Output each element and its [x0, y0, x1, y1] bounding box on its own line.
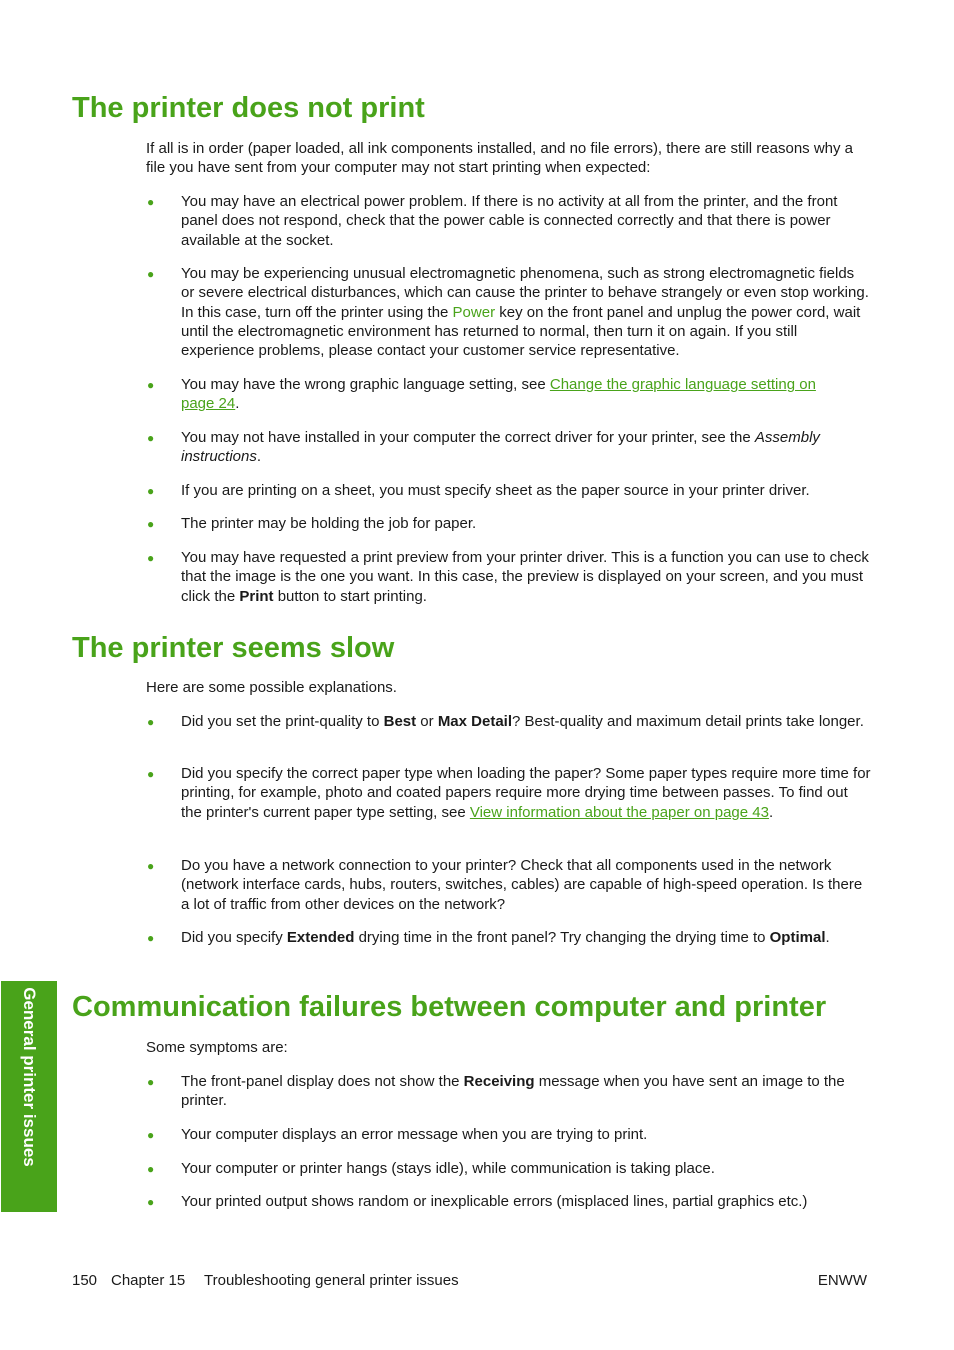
- intro-paragraph: If all is in order (paper loaded, all ink components installed, and no file errors), there are still reasons why a file you have sent from your computer may not start printing when expected:: [146, 140, 854, 177]
- bullet-icon: ●: [147, 517, 155, 531]
- list-item: Your printed output shows random or inexplicable errors (misplaced lines, partial graphics etc.): [181, 1193, 808, 1210]
- bullet-icon: ●: [147, 378, 155, 392]
- power-key-name: Power: [452, 303, 496, 321]
- list-item: Do you have a network connection to your printer? Check that all components used in the network (network interface cards, hubs, routers, switches, cables) are capable of high-speed operation. Is there a lot of traffic from other devices on the network?: [181, 857, 863, 913]
- bullet-icon: ●: [147, 1128, 155, 1142]
- bullet-icon: ●: [147, 1075, 155, 1089]
- bullet-icon: ●: [147, 195, 155, 209]
- bullet-icon: ●: [147, 484, 155, 498]
- heading-printer-seems-slow: The printer seems slow: [72, 632, 395, 664]
- intro-paragraph: Here are some possible explanations.: [146, 679, 397, 696]
- bullet-icon: ●: [147, 431, 155, 445]
- footer-chapter-title: Troubleshooting general printer issues: [204, 1272, 459, 1289]
- bullet-icon: ●: [147, 267, 155, 281]
- list-item: Did you specify the correct paper type when loading the paper? Some paper types require more time for printing, for example, photo and coated papers require more drying time between passes. To find out the printer's current paper type setting, see View information about the paper on page 43.: [181, 765, 871, 821]
- list-item: Did you specify Extended drying time in the front panel? Try changing the drying time to Optimal.: [181, 929, 830, 946]
- list-item: If you are printing on a sheet, you must specify sheet as the paper source in your printer driver.: [181, 482, 810, 499]
- list-item: The front-panel display does not show the Receiving message when you have sent an image to the printer.: [181, 1073, 845, 1110]
- intro-paragraph: Some symptoms are:: [146, 1039, 288, 1056]
- heading-printer-does-not-print: The printer does not print: [72, 92, 425, 124]
- bullet-icon: ●: [147, 767, 155, 781]
- bullet-icon: ●: [147, 931, 155, 945]
- footer-page-number: 150: [72, 1272, 98, 1289]
- footer-chapter: Chapter 15: [111, 1272, 186, 1289]
- list-item: Your computer displays an error message when you are trying to print.: [181, 1126, 648, 1143]
- list-item: You may be experiencing unusual electromagnetic phenomena, such as strong electromagnetic fields or severe electrical disturbances, which can cause the printer to behave strangely or even stop working. In this case, turn off the printer using the Power key on the front panel and unplug the power cord, wait until the electromagnetic environment has returned to normal, then turn it on again. If you still experience problems, please contact your customer service representative.: [181, 265, 869, 360]
- list-item: You may have requested a print preview from your printer driver. This is a function you can use to check that the image is the one you want. In this case, the preview is displayed on your screen, and you must click the Print button to start printing.: [181, 549, 869, 605]
- side-chapter-tab: [1, 981, 57, 1212]
- bullet-icon: ●: [147, 1162, 155, 1176]
- link-graphic-language-setting[interactable]: Change the graphic language setting on page 24: [181, 376, 816, 413]
- footer-doc-code: ENWW: [817, 1272, 867, 1289]
- bullet-icon: ●: [147, 859, 155, 873]
- bullet-icon: ●: [147, 715, 155, 729]
- list-item: You may not have installed in your computer the correct driver for your printer, see the Assembly instructions.: [181, 429, 820, 466]
- link-view-paper-information[interactable]: View information about the paper on page 43: [469, 803, 769, 821]
- bullet-icon: ●: [147, 551, 155, 565]
- list-item: The printer may be holding the job for paper.: [181, 515, 477, 532]
- list-item: You may have the wrong graphic language setting, see Change the graphic language setting on page 24.: [181, 376, 816, 413]
- heading-communication-failures: Communication failures between computer and printer: [72, 991, 827, 1023]
- list-item: You may have an electrical power problem. If there is no activity at all from the printer, and the front panel does not respond, check that the power cable is connected correctly and that there is power available at the socket.: [181, 193, 838, 249]
- side-tab-label: General printer issues: [20, 987, 39, 1167]
- bullet-icon: ●: [147, 1195, 155, 1209]
- list-item: Your computer or printer hangs (stays idle), while communication is taking place.: [181, 1160, 715, 1177]
- list-item: Did you set the print-quality to Best or Max Detail? Best-quality and maximum detail prints take longer.: [181, 713, 864, 730]
